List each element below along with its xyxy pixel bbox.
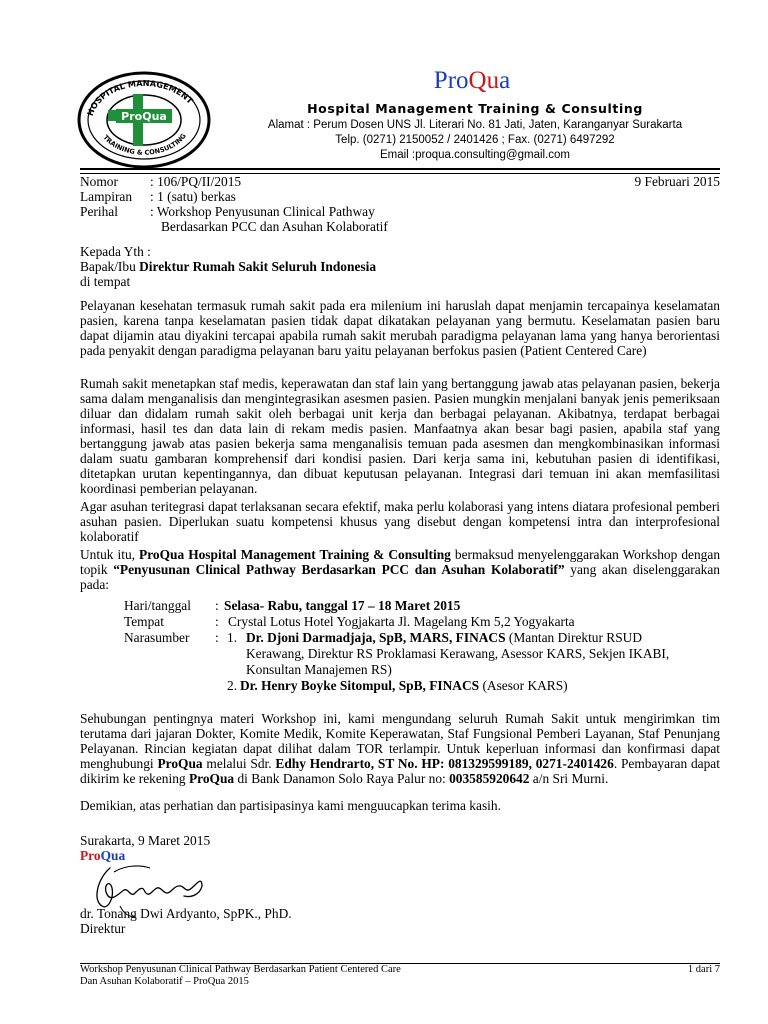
kepada-yth: Kepada Yth :: [80, 244, 151, 259]
speaker2-number: 2.: [227, 678, 238, 693]
paragraph-4: [80, 547, 720, 592]
p5-i: a/n Sri Murni.: [529, 771, 609, 786]
tempat-label: Tempat: [124, 614, 164, 629]
tempat-value: Crystal Lotus Hotel Yogjakarta Jl. Magelang Km 5,2 Yogyakarta: [228, 614, 575, 629]
speaker1-name: Dr. Djoni Darmadjaja, SpB, MARS, FINACS: [246, 630, 506, 645]
signatory-title: Direktur: [80, 921, 126, 936]
p5-g: di Bank Danamon Solo Raya Palur no:: [234, 771, 450, 786]
di-tempat: di tempat: [80, 274, 131, 289]
speaker1-desc-1: (Mantan Direktur RSUD: [505, 630, 643, 645]
p4-c: bermaksud menyelenggarakan Workshop dengan topik: [80, 547, 721, 577]
nomor-label: Nomor: [80, 174, 118, 189]
recipient-prefix: Bapak/Ibu: [80, 259, 140, 274]
footer-line-2: Dan Asuhan Kolaboratif – ProQua 2015: [80, 976, 249, 987]
nomor-value: : 106/PQ/II/2015: [150, 174, 242, 189]
company-address: Alamat : Perum Dosen UNS Jl. Literari No. 81 Jati, Jaten, Karanganyar Surakarta: [267, 119, 683, 131]
company-phone: Telp. (0271) 2150052 / 2401426 ; Fax. (0271) 6497292: [335, 134, 615, 146]
paragraph-6: Demikian, atas perhatian dan partisipasinya kami menguucapkan terima kasih.: [80, 798, 501, 813]
brand-qu: Qu: [468, 67, 500, 94]
hari-label: Hari/tanggal: [124, 598, 191, 613]
signature-place-date: Surakarta, 9 Maret 2015: [80, 833, 211, 848]
tempat-colon: :: [215, 614, 219, 629]
speaker1-desc-3: Konsultan Manajemen RS): [246, 662, 392, 677]
letterhead-divider-thick: [80, 168, 720, 170]
p5-contact: Edhy Hendrarto, ST No. HP: 081329599189, 0271-2401426: [275, 756, 614, 771]
company-email: Email :proqua.consulting@gmail.com: [379, 149, 570, 161]
lampiran-label: Lampiran: [80, 189, 133, 204]
narasumber-colon: :: [215, 630, 219, 645]
p5-e: . Pembayaran dapat dikirim ke rekening: [80, 756, 720, 786]
signatory-name: dr. Tonang Dwi Ardyanto, SpPK., PhD.: [80, 906, 292, 921]
speaker1-line: [246, 630, 642, 645]
hari-colon: :: [215, 598, 219, 613]
signature-org-qua: Qua: [100, 848, 126, 863]
footer-line-1: Workshop Penyusunan Clinical Pathway Berdasarkan Patient Centered Care: [80, 964, 401, 975]
recipient-name: Direktur Rumah Sakit Seluruh Indonesia: [139, 259, 377, 274]
speaker1-number: 1.: [227, 630, 238, 645]
p4-topic: “Penyusunan Clinical Pathway Berdasarkan PCC dan Asuhan Kolaboratif”: [113, 562, 565, 577]
p4-org: ProQua Hospital Management Training & Consulting: [139, 547, 451, 562]
paragraph-3: Agar asuhan teritegrasi dapat terlaksanan secara efektif, maka perlu kolaborasi yang intens diatara profesional pemberi asuhan pasien. Diperlukan suatu kompetensi khusus yang disebut dengan kompetensi intra dan interprofesional kolaboratif: [80, 499, 720, 544]
perihal-value-2: Berdasarkan PCC dan Asuhan Kolaboratif: [161, 219, 388, 234]
proqua-logo-icon: [76, 70, 212, 170]
paragraph-2: Rumah sakit menetapkan staf medis, keperawatan dan staf lain yang bertanggung jawab atas pelayanan pasien, bekerja sama dalam menganalisis dan mengintegrasikan asesmen pasien. Pasien mungkin menjalani banyak jenis pemeriksaan diluar dan didalam rumah sakit oleh berbagai unit kerja dan berbagai pelayanan. Akibatnya, terdapat berbagai informasi, hasil tes dan data lain di rekam medis pasien. Manfaatnya akan besar bagi pasien, apabila staf yang bertanggung jawab atas pasien bekerja sama menganalisis temuan pada asesmen dan mengkombinasikan informasi dalam suatu gambaran komprehensif dari kondisi pasien. Dari kerja sama ini, kebutuhan pasien di identifikasi, ditetapkan urutan kepentingannya, dan dibuat keputusan pelayanan. Integrasi dari temuan ini akan memfasilitasi koordinasi pemberian pelayanan.: [80, 376, 720, 496]
logo-center-text: ProQua: [121, 110, 167, 123]
lampiran-value: : 1 (satu) berkas: [150, 189, 236, 204]
speaker2-name: Dr. Henry Boyke Sitompul, SpB, FINACS: [240, 678, 480, 693]
brand-pro: Pro: [433, 67, 469, 94]
perihal-value-1: : Workshop Penyusunan Clinical Pathway: [150, 204, 375, 219]
speaker2-desc: (Asesor KARS): [479, 678, 568, 693]
p5-c: melalui Sdr.: [202, 756, 276, 771]
p4-e: yang akan diselenggarakan pada:: [80, 562, 720, 592]
paragraph-1: Pelayanan kesehatan termasuk rumah sakit pada era milenium ini haruslah dapat menjamin tercapainya keselamatan pasien, karena tanpa keselamatan pasien tidak dapat dikatakan pelayanan yang bermutu. Keselamatan pasien baru dapat dijamin atau diyakini tercapai apabila rumah sakit merubah paradigma pelayanan lama yang hanya berorientasi pada penyakit dengan paradigma pelayanan baru yaitu pelayanan berfokus pasien (Patient Centered Care): [80, 298, 720, 358]
company-name: Hospital Management Training & Consulting: [307, 101, 643, 116]
p5-a: Sehubungan pentingnya materi Workshop ini, kami mengundang seluruh Rumah Sakit untuk mengirimkan tim terutama dari jajaran Dokter, Komite Medik, Komite Keperawatan, Staf Fungsional Pemberi Layanan, Staf Penunjang Pelayanan. Rincian kegiatan dapat dilihat dalam TOR terlampir. Untuk keperluan informasi dan konfirmasi dapat menghubungi: [80, 711, 720, 771]
signature-org-pro: Pro: [80, 848, 101, 863]
logo-ring-top: HOSPITAL MANAGEMENT: [84, 77, 196, 118]
letter-date: 9 Februari 2015: [634, 174, 720, 189]
speaker1-desc-2: Kerawang, Direktur RS Proklamasi Kerawang, Asessor KARS, Sekjen IKABI,: [246, 646, 670, 661]
narasumber-label: Narasumber: [124, 630, 190, 645]
p5-proqua-2: ProQua: [188, 771, 235, 786]
p5-proqua: ProQua: [157, 756, 203, 771]
brand-name: [392, 67, 552, 95]
recipient-line: [80, 259, 376, 274]
hari-value: Selasa- Rabu, tanggal 17 – 18 Maret 2015: [224, 598, 461, 613]
logo-ring-bottom: TRAINING & CONSULTING: [101, 132, 188, 157]
footer-page-number: 1 dari 7: [687, 964, 720, 975]
perihal-label: Perihal: [80, 204, 118, 219]
p4-a: Untuk itu,: [80, 547, 140, 562]
paragraph-5: [80, 711, 720, 786]
brand-a: a: [499, 67, 511, 94]
speaker2-line: [240, 678, 568, 693]
p5-account: 003585920642: [449, 771, 530, 786]
